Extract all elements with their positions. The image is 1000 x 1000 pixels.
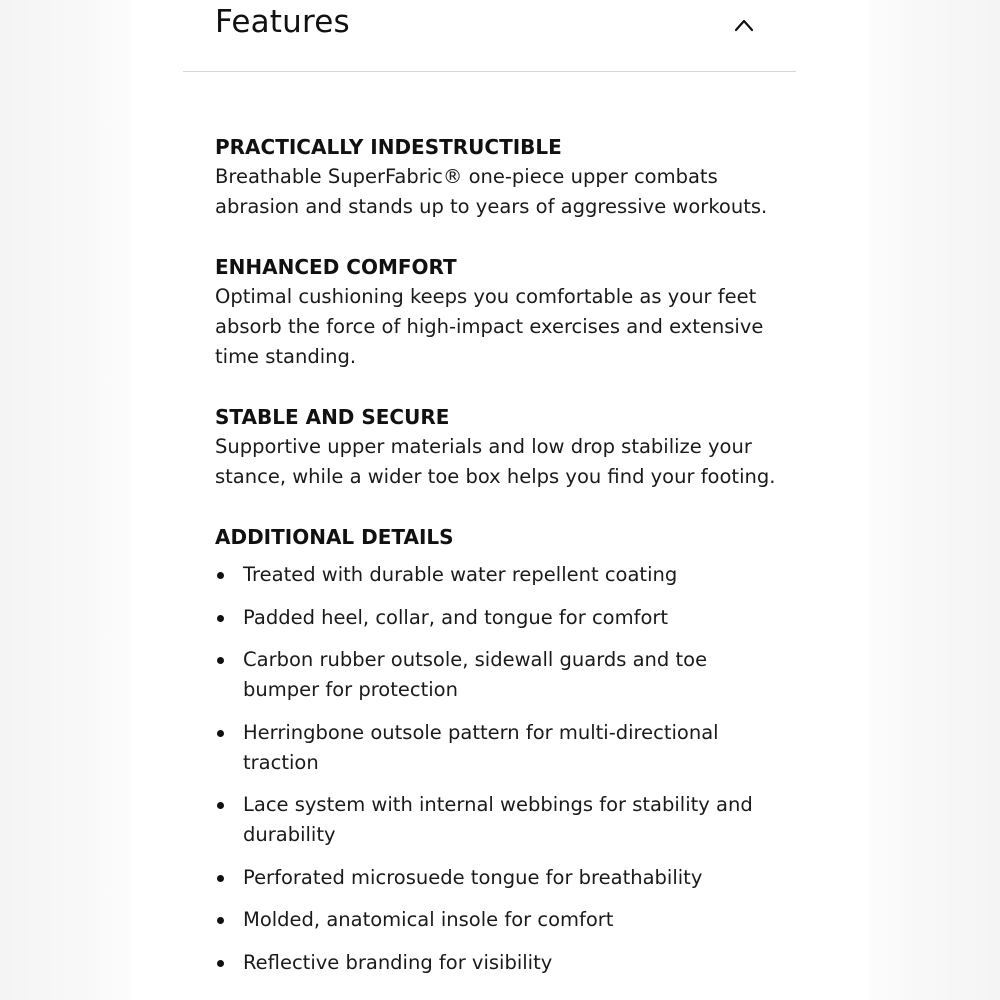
- list-item-line: Lace system with internal webbings for stability and: [243, 793, 753, 816]
- section-body-line: Optimal cushioning keeps you comfortable as your feet: [215, 285, 757, 308]
- list-item-line: Herringbone outsole pattern for multi-directional: [243, 720, 719, 744]
- list-item-line: Padded heel, collar, and tongue for comfort: [243, 605, 669, 629]
- list-item: [215, 603, 795, 633]
- section-heading: STABLE AND SECURE: [215, 405, 450, 429]
- list-item: [215, 790, 795, 850]
- feature-section-stable: [215, 402, 795, 492]
- bullet-icon: [217, 730, 224, 737]
- features-panel: [130, 0, 870, 1000]
- list-item-line: Molded, anatomical insole for comfort: [243, 908, 614, 931]
- list-item: [215, 718, 795, 778]
- list-item-line: durability: [243, 823, 336, 846]
- list-item: [215, 905, 795, 935]
- list-item-line: Carbon rubber outsole, sidewall guards and toe: [243, 648, 708, 671]
- list-item-line: bumper for protection: [243, 678, 458, 701]
- right-background-margin: [870, 0, 1000, 1000]
- bullet-icon: [217, 615, 224, 622]
- list-item-line: Reflective branding for visibility: [243, 950, 553, 974]
- feature-section-comfort: [215, 252, 795, 372]
- bullet-icon: [217, 960, 224, 967]
- section-body-line: absorb the force of high-impact exercises and extensive: [215, 315, 764, 338]
- list-item: [215, 560, 795, 590]
- chevron-up-icon[interactable]: [733, 14, 755, 36]
- section-heading: PRACTICALLY INDESTRUCTIBLE: [215, 135, 562, 159]
- section-body-line: time standing.: [215, 345, 357, 368]
- list-item-line: Treated with durable water repellent coating: [243, 563, 678, 586]
- features-accordion-title: Features: [215, 4, 350, 40]
- section-body-line: abrasion and stands up to years of aggressive workouts.: [215, 195, 768, 218]
- feature-section-indestructible: [215, 132, 795, 222]
- bullet-icon: [217, 875, 224, 882]
- list-item-line: traction: [243, 750, 319, 774]
- additional-details-list: [215, 560, 795, 978]
- section-body-line: Breathable SuperFabric® one-piece upper combats: [215, 165, 718, 188]
- additional-details-section: [215, 522, 795, 978]
- section-heading: ADDITIONAL DETAILS: [215, 525, 454, 549]
- features-content: [215, 132, 795, 1000]
- list-item: [215, 863, 795, 893]
- bullet-icon: [217, 572, 224, 579]
- left-background-margin: [0, 0, 130, 1000]
- section-body-line: Supportive upper materials and low drop stabilize your: [215, 435, 752, 458]
- list-item-line: Perforated microsuede tongue for breathability: [243, 865, 703, 889]
- section-body-line: stance, while a wider toe box helps you find your footing.: [215, 465, 776, 488]
- bullet-icon: [217, 657, 224, 664]
- list-item: [215, 948, 795, 978]
- features-accordion-toggle[interactable]: [183, 0, 796, 72]
- bullet-icon: [217, 802, 224, 809]
- bullet-icon: [217, 917, 224, 924]
- list-item: [215, 645, 795, 705]
- section-heading: ENHANCED COMFORT: [215, 255, 457, 279]
